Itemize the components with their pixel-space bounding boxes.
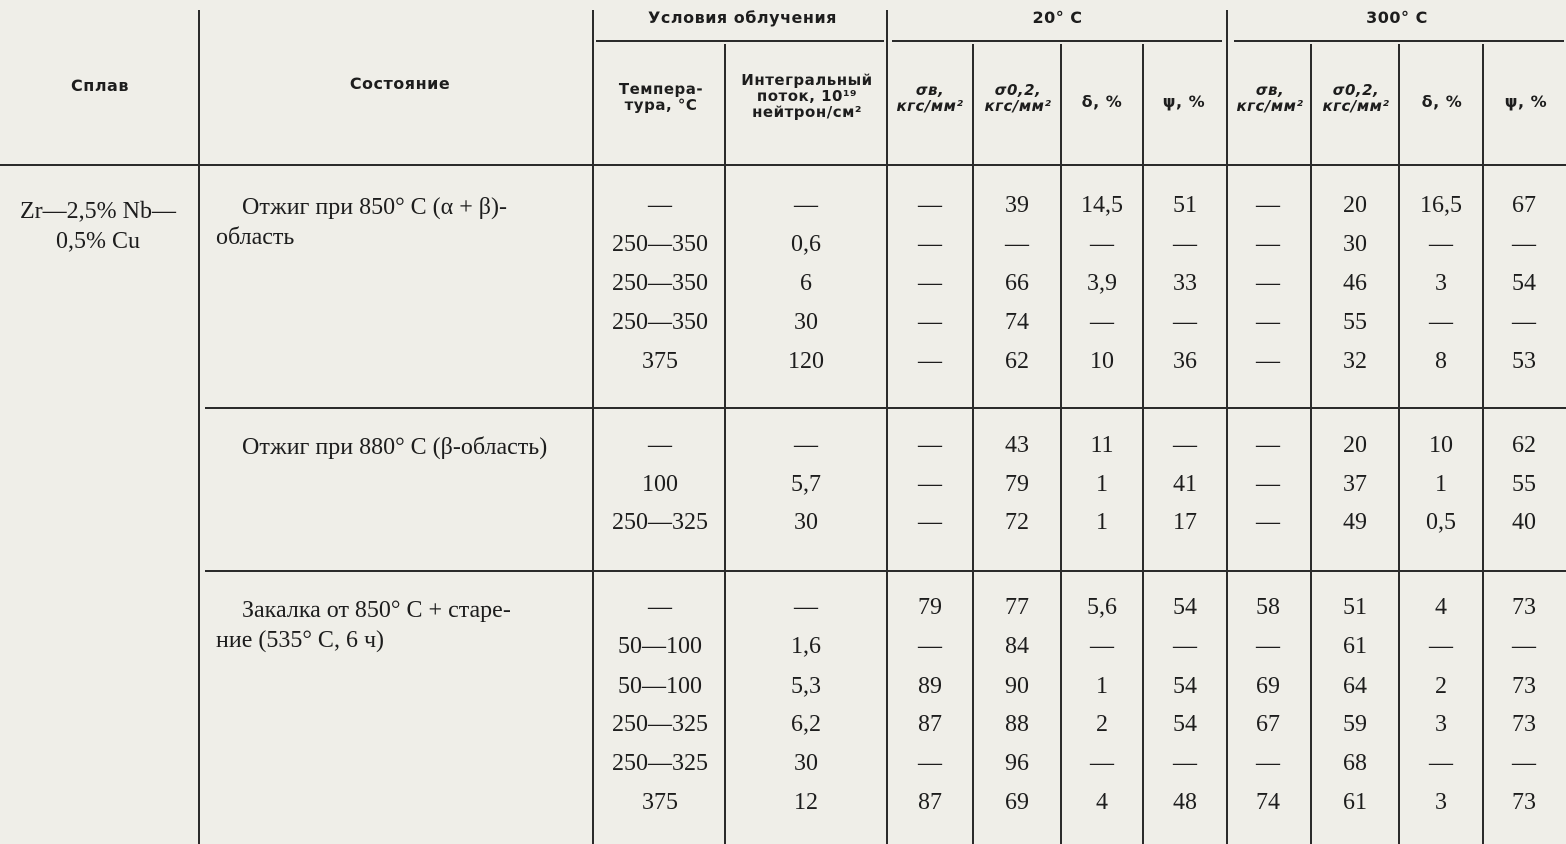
table-cell: 73 [1512, 673, 1536, 699]
table-cell: 6 [800, 270, 812, 296]
table-cell: 250—325 [612, 509, 708, 535]
table-cell: 46 [1343, 270, 1367, 296]
table-cell: 100 [642, 471, 678, 497]
header-20c: 20° С [1032, 8, 1083, 27]
table-cell: 88 [1005, 711, 1029, 737]
table-cell: 84 [1005, 633, 1029, 659]
table-cell: 73 [1512, 711, 1536, 737]
table-cell: 0,5 [1426, 509, 1456, 535]
table-cell: — [1090, 750, 1114, 776]
table-cell: 30 [794, 509, 818, 535]
table-cell: — [1256, 231, 1280, 257]
table-cell: — [1173, 309, 1197, 335]
table-cell: 51 [1343, 594, 1367, 620]
table-cell: 30 [794, 309, 818, 335]
table-cell: 1,6 [791, 633, 821, 659]
header-psi-20: ψ, % [1162, 92, 1206, 111]
table-cell: 250—325 [612, 711, 708, 737]
alloy-name: Zr—2,5% Nb— 0,5% Cu [20, 198, 176, 254]
table-cell: — [1512, 231, 1536, 257]
table-cell: — [648, 594, 672, 620]
table-cell: — [1256, 432, 1280, 458]
table-cell: 61 [1343, 789, 1367, 815]
table-cell: 48 [1173, 789, 1197, 815]
table-cell: 1 [1096, 673, 1108, 699]
table-cell: 3 [1435, 789, 1447, 815]
table-cell: — [1090, 633, 1114, 659]
table-cell: — [1256, 633, 1280, 659]
table-cell: 17 [1173, 509, 1197, 535]
col-rule-s02300 [1398, 44, 1400, 844]
table-cell: — [1256, 471, 1280, 497]
table-cell: 20 [1343, 192, 1367, 218]
col-rule-sb300 [1310, 44, 1312, 844]
table-cell: 59 [1343, 711, 1367, 737]
table-cell: 87 [918, 711, 942, 737]
table-cell: 16,5 [1420, 192, 1462, 218]
table-cell: 3,9 [1087, 270, 1117, 296]
table-cell: — [1173, 633, 1197, 659]
header-irradiation: Условия облучения [648, 8, 837, 27]
table-cell: — [1005, 231, 1029, 257]
table-cell: 54 [1512, 270, 1536, 296]
table-cell: 375 [642, 348, 678, 374]
table-cell: — [918, 231, 942, 257]
table-cell: 11 [1090, 432, 1114, 458]
table-cell: 50—100 [618, 673, 702, 699]
table-cell: 10 [1429, 432, 1453, 458]
table-cell: 54 [1173, 594, 1197, 620]
table-cell: — [1173, 432, 1197, 458]
table-cell: — [794, 192, 818, 218]
table-cell: 1 [1435, 471, 1447, 497]
table-cell: 64 [1343, 673, 1367, 699]
table-cell: 2 [1435, 673, 1447, 699]
state-group-1: Отжиг при 850° С (α + β)- область [216, 194, 507, 250]
table-cell: 66 [1005, 270, 1029, 296]
table-cell: — [1256, 750, 1280, 776]
table-cell: 375 [642, 789, 678, 815]
header-flux: Интегральный поток, 10¹⁹ нейтрон/см² [741, 71, 873, 121]
header-temperature: Темпера- тура, °С [618, 80, 704, 114]
t20-rule [892, 40, 1222, 42]
table-cell: 5,6 [1087, 594, 1117, 620]
table-cell: — [1173, 750, 1197, 776]
table-cell: — [1090, 231, 1114, 257]
table-cell: 37 [1343, 471, 1367, 497]
header-sigma-02-300: σ0,2, кгс/мм² [1322, 81, 1390, 115]
header-alloy: Сплав [71, 76, 129, 95]
table-cell: 73 [1512, 789, 1536, 815]
table-cell: 8 [1435, 348, 1447, 374]
table-cell: 33 [1173, 270, 1197, 296]
table-cell: 61 [1343, 633, 1367, 659]
table-cell: — [1429, 750, 1453, 776]
table-cell: 55 [1343, 309, 1367, 335]
table-cell: 250—350 [612, 309, 708, 335]
table-cell: — [648, 432, 672, 458]
col-rule-flux [886, 10, 888, 844]
table-cell: 79 [918, 594, 942, 620]
table-cell: — [918, 270, 942, 296]
table-cell: 89 [918, 673, 942, 699]
header-bottom-rule [0, 164, 1566, 166]
table-cell: 4 [1096, 789, 1108, 815]
table-cell: 41 [1173, 471, 1197, 497]
table-cell: — [918, 509, 942, 535]
table-cell: 250—350 [612, 270, 708, 296]
irradiation-rule [596, 40, 884, 42]
col-rule-d20 [1142, 44, 1144, 844]
col-rule-alloy [198, 10, 200, 844]
table-cell: — [1173, 231, 1197, 257]
table-cell: 77 [1005, 594, 1029, 620]
table-cell: — [794, 594, 818, 620]
table-cell: — [1512, 309, 1536, 335]
table-cell: 12 [794, 789, 818, 815]
header-sigma-b-300: σв, кгс/мм² [1236, 81, 1304, 115]
table-cell: 53 [1512, 348, 1536, 374]
col-rule-sb20 [972, 44, 974, 844]
table-cell: — [918, 192, 942, 218]
header-sigma-b-20: σв, кгс/мм² [896, 81, 964, 115]
header-psi-300: ψ, % [1504, 92, 1548, 111]
table-cell: — [918, 432, 942, 458]
table-cell: 250—350 [612, 231, 708, 257]
table-cell: — [1429, 231, 1453, 257]
table-cell: 58 [1256, 594, 1280, 620]
table-cell: 120 [788, 348, 824, 374]
table-cell: 250—325 [612, 750, 708, 776]
table-cell: — [1429, 309, 1453, 335]
table-cell: 51 [1173, 192, 1197, 218]
table-cell: 55 [1512, 471, 1536, 497]
table-cell: 36 [1173, 348, 1197, 374]
col-rule-temp [724, 44, 726, 844]
state-group-3: Закалка от 850° С + старе- ние (535° С, 6 ч) [216, 597, 511, 653]
table-cell: 6,2 [791, 711, 821, 737]
table-cell: 10 [1090, 348, 1114, 374]
table-cell: 30 [1343, 231, 1367, 257]
table-cell: 3 [1435, 711, 1447, 737]
table-cell: 68 [1343, 750, 1367, 776]
table-cell: — [918, 471, 942, 497]
table-cell: 74 [1005, 309, 1029, 335]
table-cell: 54 [1173, 673, 1197, 699]
table-cell: 20 [1343, 432, 1367, 458]
header-sigma-02-20: σ0,2, кгс/мм² [984, 81, 1052, 115]
table-cell: 69 [1256, 673, 1280, 699]
table-cell: — [918, 750, 942, 776]
table-cell: 72 [1005, 509, 1029, 535]
state-group-2: Отжиг при 880° С (β-область) [242, 434, 548, 460]
table-cell: — [1512, 750, 1536, 776]
table-cell: 90 [1005, 673, 1029, 699]
table-cell: — [1090, 309, 1114, 335]
table-cell: 69 [1005, 789, 1029, 815]
table-cell: 62 [1512, 432, 1536, 458]
table-cell: 74 [1256, 789, 1280, 815]
table-cell: 30 [794, 750, 818, 776]
table-cell: 67 [1256, 711, 1280, 737]
table-cell: — [1256, 192, 1280, 218]
table-cell: 50—100 [618, 633, 702, 659]
table-cell: — [918, 309, 942, 335]
table-cell: 40 [1512, 509, 1536, 535]
table-cell: 14,5 [1081, 192, 1123, 218]
col-rule-state [592, 10, 594, 844]
table-cell: 5,3 [791, 673, 821, 699]
table-cell: — [1429, 633, 1453, 659]
table-cell: 43 [1005, 432, 1029, 458]
table-cell: — [648, 192, 672, 218]
table-cell: 79 [1005, 471, 1029, 497]
t300-rule [1234, 40, 1564, 42]
table-cell: — [1256, 270, 1280, 296]
table-cell: 73 [1512, 594, 1536, 620]
table-cell: — [1256, 309, 1280, 335]
table-cell: 62 [1005, 348, 1029, 374]
table-cell: — [918, 633, 942, 659]
table-cell: 3 [1435, 270, 1447, 296]
header-300c: 300° С [1366, 8, 1428, 27]
header-delta-300: δ, % [1421, 92, 1463, 111]
table-cell: 87 [918, 789, 942, 815]
table-cell: 96 [1005, 750, 1029, 776]
table-cell: 39 [1005, 192, 1029, 218]
table-cell: — [918, 348, 942, 374]
table-cell: 54 [1173, 711, 1197, 737]
table-cell: — [1256, 509, 1280, 535]
header-delta-20: δ, % [1081, 92, 1123, 111]
table-cell: 49 [1343, 509, 1367, 535]
table-cell: — [794, 432, 818, 458]
table-cell: — [1512, 633, 1536, 659]
table-cell: 4 [1435, 594, 1447, 620]
table-cell: 0,6 [791, 231, 821, 257]
table-cell: 1 [1096, 471, 1108, 497]
table-cell: 67 [1512, 192, 1536, 218]
table-cell: 2 [1096, 711, 1108, 737]
table-cell: 1 [1096, 509, 1108, 535]
table-cell: 5,7 [791, 471, 821, 497]
header-state: Состояние [349, 74, 451, 93]
table-cell: 32 [1343, 348, 1367, 374]
table-cell: — [1256, 348, 1280, 374]
